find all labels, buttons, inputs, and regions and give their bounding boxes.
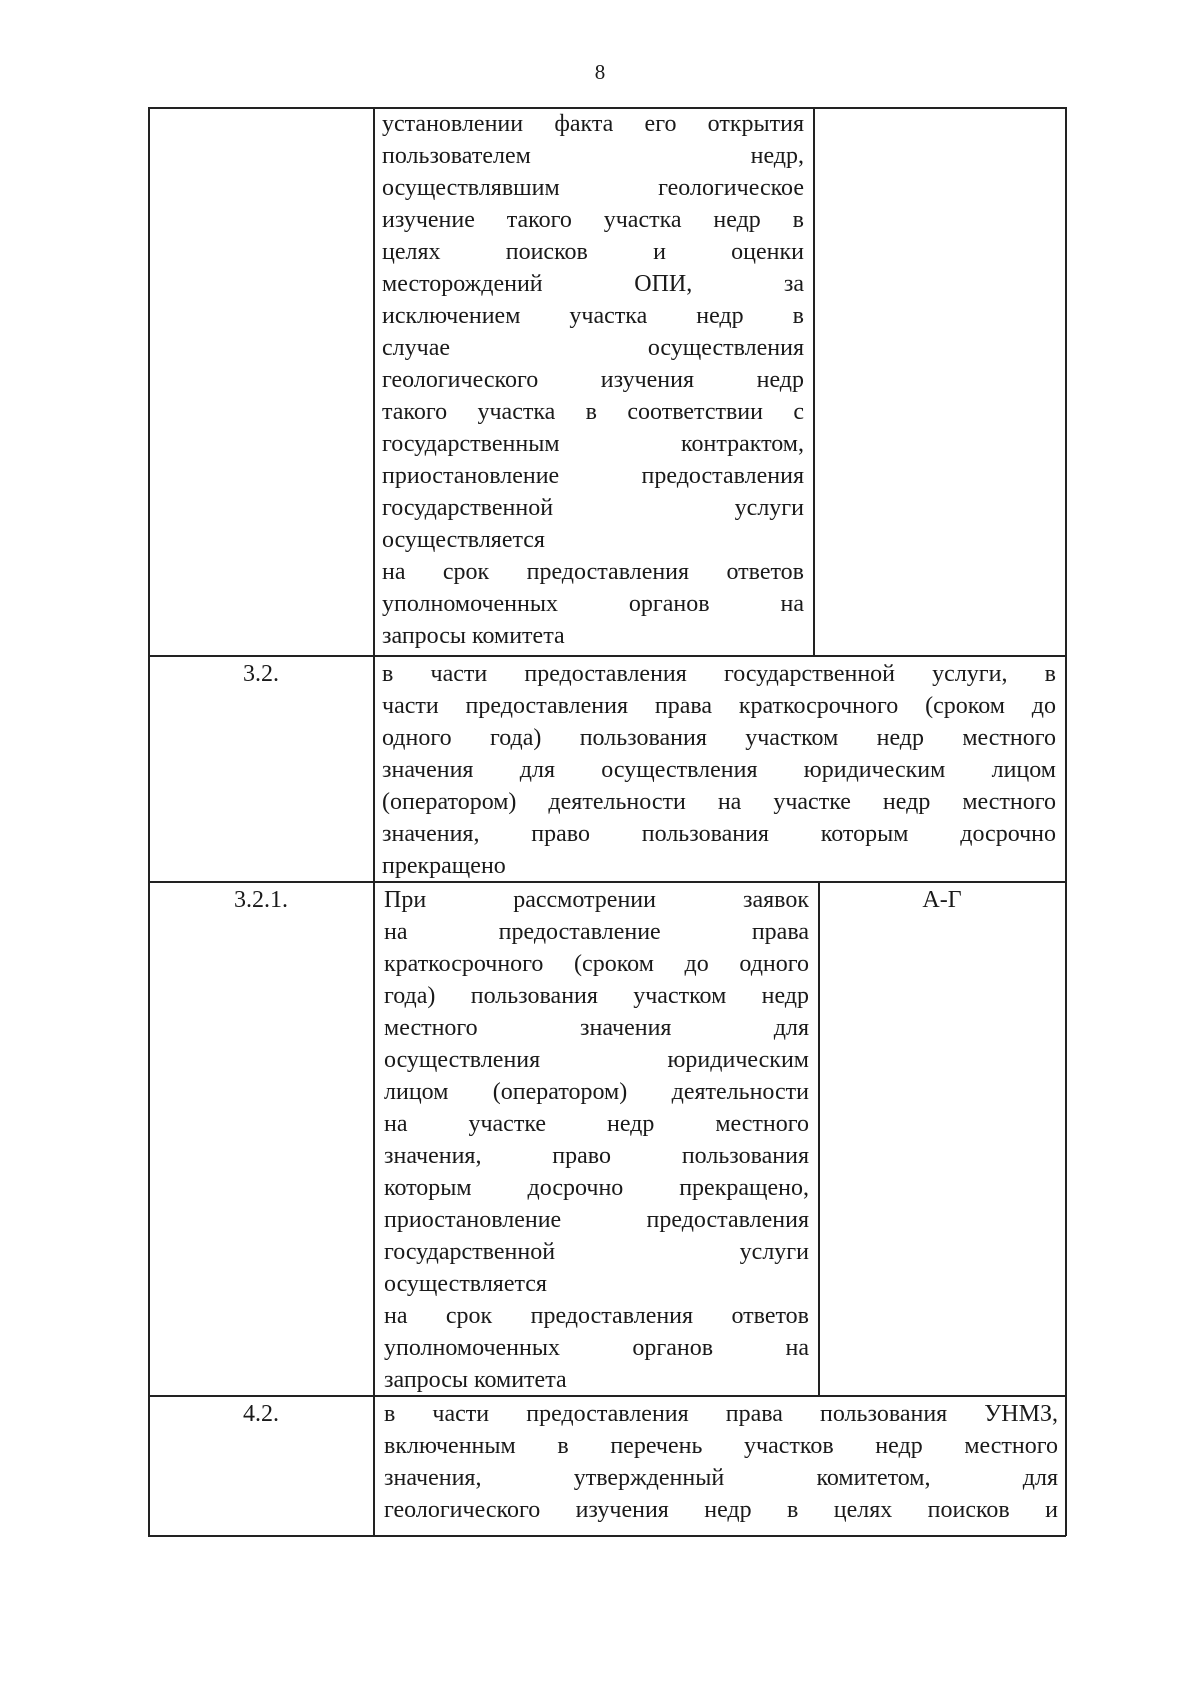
row-divider-1: [148, 655, 1066, 657]
row2-line: прекращено: [382, 853, 506, 879]
row-number: 4.2.: [243, 1401, 279, 1427]
row3-line: на участке недр местного: [384, 1111, 809, 1137]
row1-line: приостановление предоставления: [382, 463, 804, 489]
table-border-right: [1065, 107, 1067, 1536]
row1-line: установлении факта его открытия: [382, 111, 804, 137]
row4-line: геологического изучения недр в целях поисков и: [384, 1497, 1058, 1523]
row1-line: уполномоченных органов на: [382, 591, 804, 617]
row3-text: [384, 884, 809, 1396]
row1-line: изучение такого участка недр в: [382, 207, 804, 233]
table-border-left: [148, 107, 150, 1536]
row1-line: на срок предоставления ответов: [382, 559, 804, 585]
row3-line: лицом (оператором) деятельности: [384, 1079, 809, 1105]
column-divider-2-row3: [818, 881, 820, 1395]
row3-line: на предоставление права: [384, 919, 809, 945]
row3-line: приостановление предоставления: [384, 1207, 809, 1233]
row1-line: такого участка в соответствии с: [382, 399, 804, 425]
row2-line: в части предоставления государственной услуги, в: [382, 661, 1056, 687]
row3-line: уполномоченных органов на: [384, 1335, 809, 1361]
row3-line: осуществляется: [384, 1271, 547, 1297]
row4-text: [384, 1398, 1058, 1526]
table-border-bottom: [148, 1535, 1066, 1537]
row2-line: (оператором) деятельности на участке недр местного: [382, 789, 1056, 815]
row2-line: значения, право пользования которым досрочно: [382, 821, 1056, 847]
row3-line: осуществления юридическим: [384, 1047, 809, 1073]
row1-line: случае осуществления: [382, 335, 804, 361]
row3-line: государственной услуги: [384, 1239, 809, 1265]
row1-line: пользователем недр,: [382, 143, 804, 169]
row1-line: государственным контрактом,: [382, 431, 804, 457]
row1-line: геологического изучения недр: [382, 367, 804, 393]
row-category: А-Г: [922, 887, 962, 913]
row1-line: запросы комитета: [382, 623, 565, 649]
page-number: 8: [594, 60, 606, 84]
row2-line: части предоставления права краткосрочного (сроком до: [382, 693, 1056, 719]
row1-line: целях поисков и оценки: [382, 239, 804, 265]
row-number: 3.2.1.: [234, 887, 288, 913]
row4-line: значения, утвержденный комитетом, для: [384, 1465, 1058, 1491]
row4-line: в части предоставления права пользования УНМЗ,: [384, 1401, 1058, 1427]
row4-line: включенным в перечень участков недр местного: [384, 1433, 1058, 1459]
row3-line: краткосрочного (сроком до одного: [384, 951, 809, 977]
row3-line: которым досрочно прекращено,: [384, 1175, 809, 1201]
row3-line: При рассмотрении заявок: [384, 887, 809, 913]
row3-line: года) пользования участком недр: [384, 983, 809, 1009]
row1-line: осуществляется: [382, 527, 545, 553]
row1-line: осуществлявшим геологическое: [382, 175, 804, 201]
row3-line: запросы комитета: [384, 1367, 567, 1393]
row2-line: одного года) пользования участком недр местного: [382, 725, 1056, 751]
row1-line: месторождений ОПИ, за: [382, 271, 804, 297]
column-divider-2-row1: [813, 107, 815, 655]
row1-line: исключением участка недр в: [382, 303, 804, 329]
row1-line: государственной услуги: [382, 495, 804, 521]
row2-line: значения для осуществления юридическим лицом: [382, 757, 1056, 783]
row1-text: [382, 108, 804, 652]
row-number: 3.2.: [243, 661, 279, 687]
column-divider-1: [373, 107, 375, 1536]
row3-line: местного значения для: [384, 1015, 809, 1041]
row3-line: на срок предоставления ответов: [384, 1303, 809, 1329]
row3-line: значения, право пользования: [384, 1143, 809, 1169]
row2-text: [382, 658, 1056, 882]
